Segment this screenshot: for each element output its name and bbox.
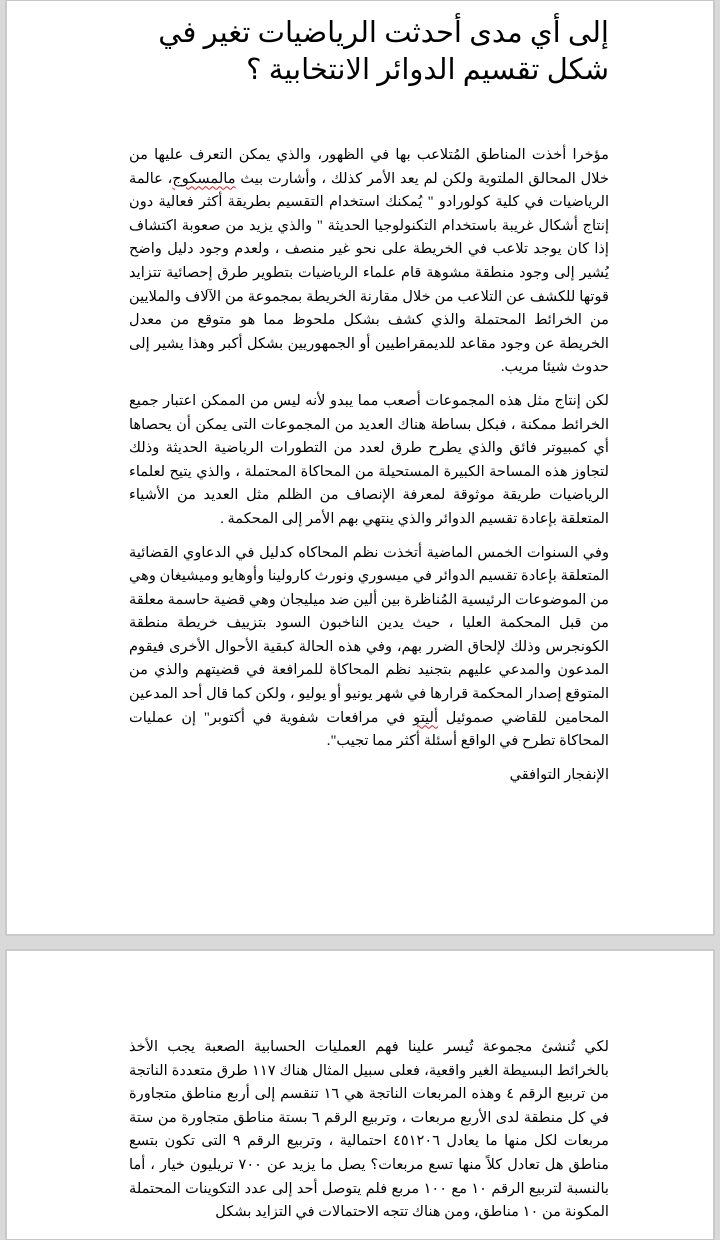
section-heading: الإنفجار التوافقي [509,766,609,783]
paragraph-4-text: لكي تُنشئ مجموعة تُيسر علينا فهم العمليات الحسابية الصعبة يجب الأخذ بالخرائط البسيطة الغير واقعية، فعلى سبيل المثال هناك ١١٧ طرق متعددة الناتجة من تربيع الرقم ٤ وهذه المربعات الناتجة هي ١٦ تنقسم إلى أربع مناطق متجاورة في كل منطقة لدى الأربع مربعات ، وتربيع الرقم ٦ بستة مناطق متجاورة من ستة مربعات لكل منها ما يعادل ٤٥١٢٠٦ احتمالية ، وتربيع الرقم ٩ التى تكون بتسع مناطق هل تعادل كلاً منها تسع مربعات؟ يصل ما يزيد عن ٧٠٠ تريليون خيار ، أما بالنسبة لتربيع الرقم ١٠ مع ١٠٠ مربع فلم يتوصل أحد إلى عدد التكوينات المحتملة المكونة من ١٠ مناطق، ومن هناك تتجه الاحتمالات في التزايد بشكل [129,1039,609,1221]
spellcheck-flag-name[interactable]: مالمسكوج [172,170,236,187]
document-page-1 [6,0,714,935]
paragraph-1-text-a: مؤخرا أخذت المناطق المُتلاعب بها في الظهور، والذي يمكن التعرف عليها من خلال المحالق الملتوية ولكن لم يعد الأمر كذلك ، وأشارت بيث [129,147,609,187]
article-title: إلى أي مدى أحدثت الرياضيات تغير في شكل تقسيم الدوائر الانتخابية ؟ [158,17,609,86]
paragraph-4 [129,1036,609,1225]
paragraph-3 [129,542,609,754]
article-body-continued [129,1036,609,1235]
paragraph-1 [129,144,609,380]
paragraph-3-text-a: وفي السنوات الخمس الماضية أتخذت نظم المحاكاه كدليل في الدعاوي القضائية المتعلقة بإعادة تقسيم الدوائر في ميسوري ونورث كارولينا وأوهايو وميشيغان وهي من الموضوعات الرئيسية المُناظرة بين ألين ضد ميليجان وهي قضية حاسمة معلقة من قبل المحكمة العليا ، حيث يدين الناخبون السود بتزييف خريطة منطقة الكونجرس وذلك لإلحاق الضرر بهم، وفي هذه الحالة كبقية الأحوال الأخرى فيقوم المدعون والمدعي عليهم بتجنيد نظم المحاكاة للمرافعة في قضيتهم والذي من المتوقع إصدار المحكمة قرارها في شهر يونيو أو يوليو ، ولكن كما قال أحد المدعين المحامين للقاضي صموئيل [129,544,609,726]
paragraph-2-text: لكن إنتاج مثل هذه المجموعات أصعب مما يبدو لأنه ليس من الممكن اعتبار جميع الخرائط ممكنة ، فبكل بساطة هناك العديد من المجموعات التى يمكن أن يحصاها أي كمبيوتر فائق والذي يطرح طرق لعدد من التطورات الرياضية الحديثة وذلك لتجاوز هذه المساحة الكبيرة المستحيلة من المحاكاة المحتملة ، والذي يتيح لعلماء الرياضيات طريقة موثوقة لمعرفة الإنصاف من الظلم مثل العديد من الأشياء المتعلقة بإعادة تقسيم الدوائر والذي ينتهي بهم الأمر إلى المحكمة . [129,392,609,527]
paragraph-3-text-b: في مرافعات شفوية في أكتوبر" إن عمليات المحاكاة تطرح في الواقع أسئلة أكثر مما تجيب". [129,709,609,750]
document-page-2 [6,950,714,1240]
paragraph-2 [129,390,609,532]
paragraph-1-text-b: ، عالمة الرياضيات في كلية كولورادو " يُمكنك استخدام التقسيم بطريقة أكثر فعالية دون إنتاج أشكال غريبة باستخدام التكنولوجيا الحديثة " والذي يزيد من صعوبة اكتشاف إذا كان يوجد تلاعب في الخريطة على نحو غير منصف ، ولعدم وجود دليل واضح يُشير إلى وجود منطقة مشوهة قام علماء الرياضيات بتطوير طرق إحصائية تتزايد قوتها للكشف عن التلاعب من خلال مقارنة الخريطة بمجموعة من الآلاف والملايين من الخرائط المحتملة والذي كشف بشكل ملحوظ مما هو متوقع من معدل الخريطة عن وجود مقاعد للديمقراطيين أو الجمهوريين بشكل أكبر وهذا يشير إلى حدوث شيئا مريب. [129,170,609,376]
spellcheck-flag-name[interactable]: أليتو [413,709,439,726]
article-body [129,144,609,797]
